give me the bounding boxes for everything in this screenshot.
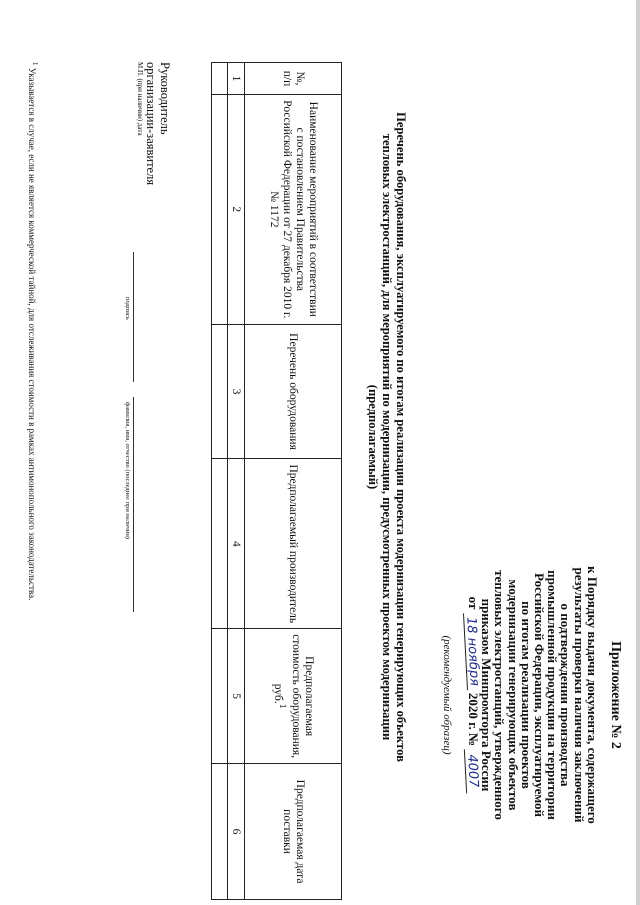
appendix-line: результаты проверки наличия заключений [571, 567, 587, 823]
appendix-line: модернизации генерирующих объектов [505, 579, 521, 811]
column-number: 6 [228, 764, 245, 900]
sample-note: (рекомендуемый образец) [440, 635, 453, 755]
appendix-title: Приложение № 2 [608, 641, 623, 749]
column-number: 1 [228, 63, 245, 95]
footnote [27, 62, 40, 862]
heading-line: (предполагаемый) [366, 384, 380, 490]
column-number: 4 [228, 459, 245, 629]
signatory-title: Руководитель [158, 62, 172, 135]
table-header-row [245, 63, 342, 900]
table-cell [212, 324, 228, 459]
scan-edge [636, 0, 640, 905]
column-number-row [228, 63, 245, 900]
appendix-line: Российской Федерации, эксплуатируемой [531, 572, 547, 818]
column-number: 5 [228, 629, 245, 764]
heading-line: Перечень оборудования, эксплуатируемого по итогам реализации проекта модернизации генерирующих объектов [394, 112, 408, 762]
appendix-line: по итогам реализации проектов [518, 601, 534, 789]
handwritten-date: 18 ноября [463, 612, 481, 690]
footnote-mark: 1 [31, 62, 39, 66]
header-cell: Наименование мероприятий в соответствии с постановлением Правительства Российской Федерации от 27 декабря 2010 г. № 1172 [245, 94, 342, 324]
order-date-line [465, 560, 480, 830]
appendix-line: тепловых электростанций, утвержденного [492, 570, 508, 820]
table-cell [212, 94, 228, 324]
table-cell [212, 629, 228, 764]
table-cell [212, 63, 228, 95]
column-number: 2 [228, 94, 245, 324]
appendix-line: приказом Минпромторга России [479, 598, 495, 792]
header-cell: Перечень оборудования [245, 324, 342, 459]
signatory-org: организации-заявителя [144, 62, 158, 186]
stamp-caption: М.П. (при наличии) дата [136, 62, 144, 136]
appendix-line: промышленной продукции на территории [545, 570, 561, 820]
signature-lines [110, 62, 144, 862]
date-suffix: 2020 г. № [465, 692, 481, 747]
header-cell [245, 629, 342, 764]
signature-block [110, 62, 172, 862]
name-line [133, 397, 134, 612]
document-heading [366, 52, 408, 822]
equipment-table [211, 62, 342, 900]
signature-caption: подпись [124, 297, 131, 320]
appendix-header [440, 560, 622, 830]
header-cell: №, п/п [245, 63, 342, 95]
table-row [212, 63, 228, 900]
footnote-text: Указывается в случае, если не является коммерческой тайной, для отслеживания стоимости в рамках антимонопольного законодательства. [27, 67, 37, 601]
name-caption: фамилия, имя, отчество (последнее при наличии) [124, 402, 131, 539]
appendix-line: о подтверждении производства [558, 603, 574, 787]
header-cell: Предполагаемая дата поставки [245, 764, 342, 900]
table-cell [212, 459, 228, 629]
heading-line: тепловых электростанций, для мероприятий по модернизации, предусмотренных проектом модернизации [380, 133, 394, 741]
date-prefix: от [465, 596, 481, 610]
table-cell [212, 764, 228, 900]
handwritten-order-number: 4007 [464, 749, 480, 794]
column-number: 3 [228, 324, 245, 459]
appendix-line: к Порядку выдачи документа, содержащего [584, 566, 600, 824]
header-cell: Предполагаемый производитель [245, 459, 342, 629]
footnote-ref: 1 [276, 703, 288, 709]
signature-line [133, 252, 134, 382]
header-cell-text: Предполагаемая стоимость оборудования, руб. [272, 634, 315, 759]
